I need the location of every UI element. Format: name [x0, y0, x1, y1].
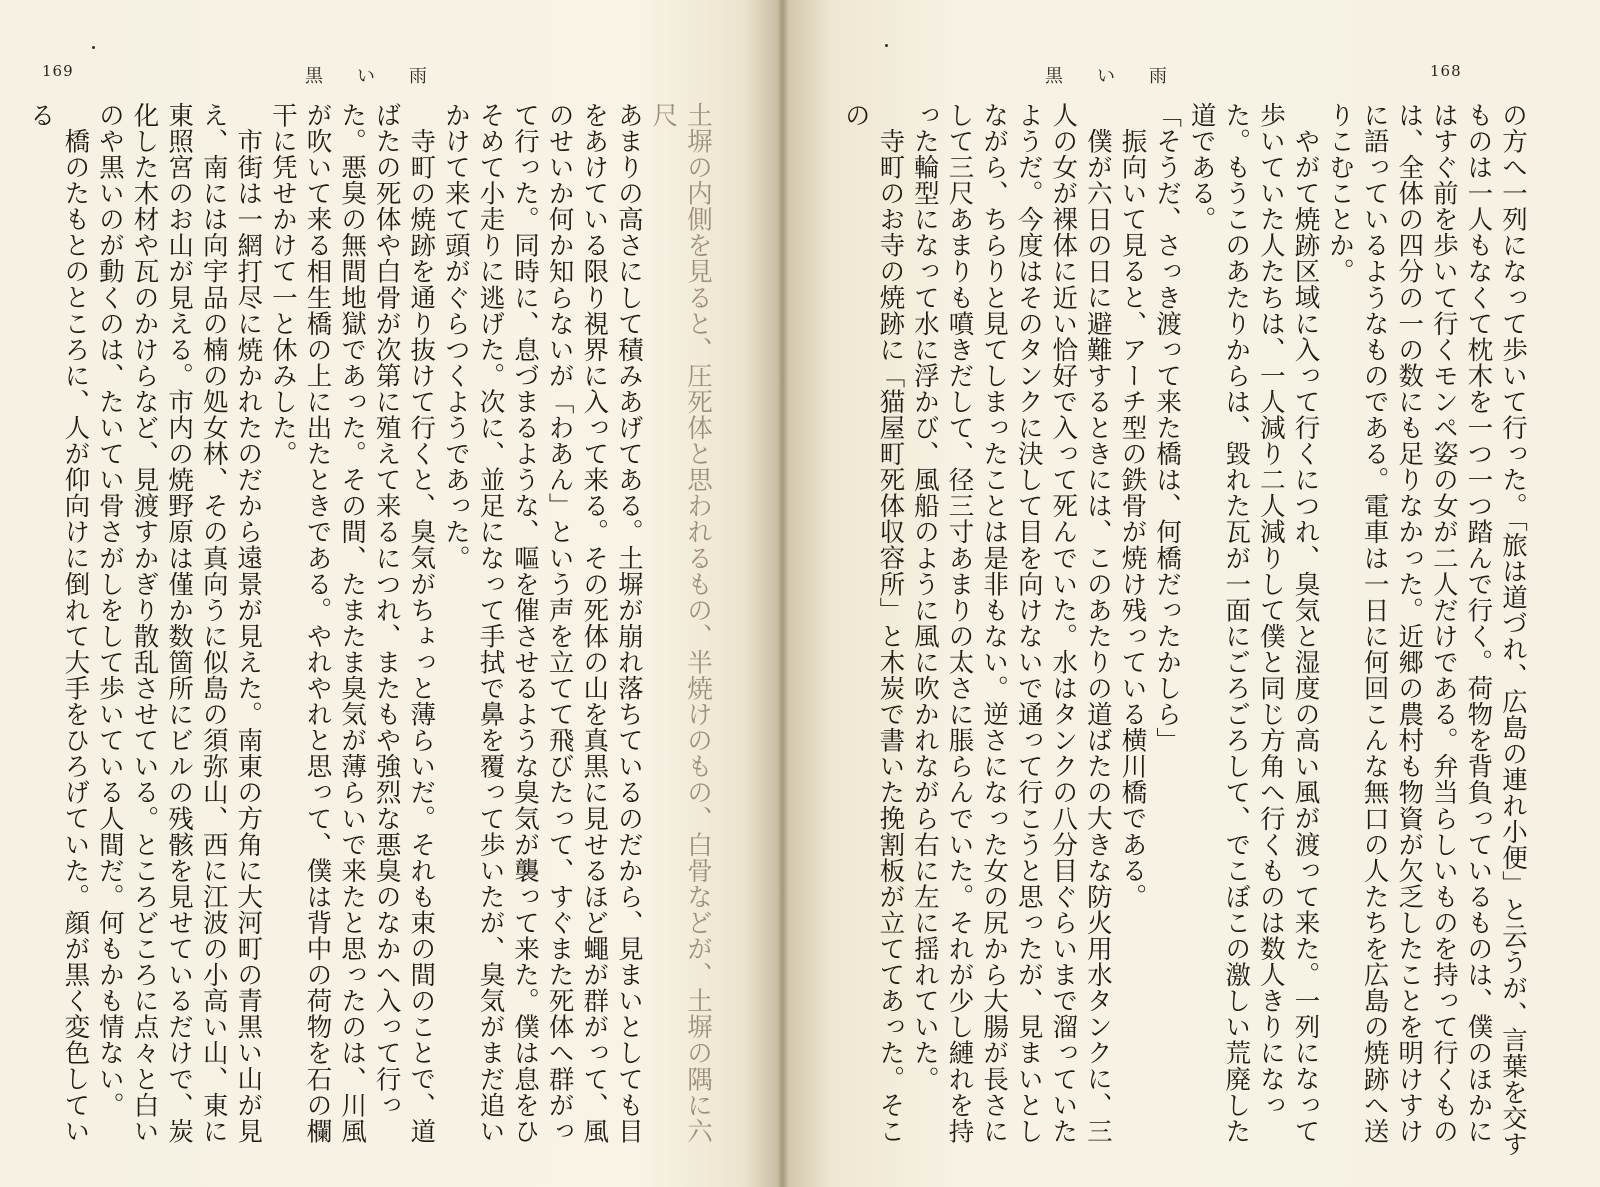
ink-speck [885, 44, 888, 47]
right-page [785, 0, 1600, 1187]
paragraph: の方へ一列になって歩いて行った。「旅は道づれ、広島の連れ小便」と云うが、言葉を交すものは一人もなくて枕木を一つ一つ踏んで行く。荷物を背負っているものは、僕のほかにはすぐ前を歩いて行くモンペ姿の女が二人だけである。弁当らしいものを持って行くものは、全体の四分の一の数にも足りなかった。近郷の農村も物資が欠乏したことを明けすけに語っているようなものである。電車は一日に何回こんな無口の人たちを広島の焼跡へ送りこむことか。 [1325, 102, 1528, 1158]
paragraph: 市街は一網打尽に焼かれたのだから遠景が見えた。南東の方角に大河町の青黒い山が見え、南には向宇品の楠の処女林、その真向うに似島の須弥山、西に江波の小高い山、東に東照宮のお山が見える。市内の焼野原は僅か数箇所にビルの残骸を見せているだけで、炭化した木材や瓦のかけらなど、見渡すかぎり散乱させている。ところどころに点々と白いのや黒いのが動くのは、たいてい骨さがしをして歩いている人間だ。何もかも情ない。 [94, 102, 264, 1144]
left-page [0, 0, 785, 1187]
running-title: 黒い雨 [305, 66, 461, 87]
paragraph: 寺町の焼跡を通り抜けて行くと、臭気がちょっと薄らいだ。それも束の間のことで、道ばたの死体や白骨が次第に殖えて来るにつれ、またもや強烈な悪臭のなかへ入って行った。悪臭の無間地獄であった。その間、たまたま臭気が薄らいで来たと思ったのは、川風が吹いて来る相生橋の上に出たときである。やれやれと思って、僕は背中の荷物を石の欄干に凭せかけて一と休みした。 [267, 102, 437, 1144]
paragraph: あまりの高さにして積みあげてある。土塀が崩れ落ちているのだから、見まいとしても目をあけている限り視界に入って来る。その死体の山を真黒に見せるほど蠅が群がって、風のせいか何か知らないが「わあん」という声を立てて飛びたって、すぐまた死体へ群がって行った。同時に、息づまるような、嘔を催させるような臭気が襲って来た。僕は息をひそめて小走りに逃げた。次に、並足になって手拭で鼻を覆って歩いたが、臭気がまだ追いかけて来て頭がぐらつくようであった。 [440, 102, 644, 1144]
paragraph: 僕が六日の日に避難するときには、このあたりの道ばたの大きな防火用水タンクに、三人の女が裸体に近い恰好で入って死んでいた。水はタンクの八分目ぐらいまで溜っていたようだ。今度はそのタンクに決して目を向けないで通って行こうと思ったが、見まいとしながら、ちらりと見てしまったことは是非もない。逆さになった女の尻から大腸が長さにして三尺あまりも噴きだして、径三寸あまりの太さに脹らんでいた。それが少し縺れを持った輪型になって水に浮かび、風船のように風に吹かれながら右に左に揺れていた。 [909, 102, 1113, 1144]
paragraph: 橋のたもとのところに、人が仰向けに倒れて大手をひろげていた。顔が黒く変色している [25, 102, 91, 1144]
ink-speck [92, 46, 95, 49]
body-text [838, 102, 1530, 1164]
paragraph: 振向いて見ると、アーチ型の鉄骨が焼け残っている横川橋である。 [1117, 127, 1148, 909]
body-text [23, 102, 715, 1164]
dialogue-paragraph: 「そうだ、さっき渡って来た橋は、何橋だったかしら」 [1152, 102, 1183, 754]
faded-paragraph-line: 土塀の内側を見ると、圧死体と思われるもの、半焼けのもの、白骨などが、土塀の隅に六尺 [648, 102, 713, 1144]
page-number: 168 [1430, 62, 1462, 80]
paragraph: 寺町のお寺の焼跡に「猫屋町死体収容所」と木炭で書いた挽割板が立ててあった。そこの [840, 102, 906, 1144]
running-title: 黒い雨 [1045, 66, 1201, 87]
page-number: 169 [42, 62, 74, 80]
paragraph: やがて焼跡区域に入って行くにつれ、臭気と湿度の高い風が渡って来た。一列になって歩いていた人たちは、一人減り二人減りして僕と同じ方角へ行くものは数人きりになった。もうこのあたりからは、毀れた瓦が一面にごろごろして、でこぼこの激しい荒廃した道である。 [1186, 102, 1321, 1144]
